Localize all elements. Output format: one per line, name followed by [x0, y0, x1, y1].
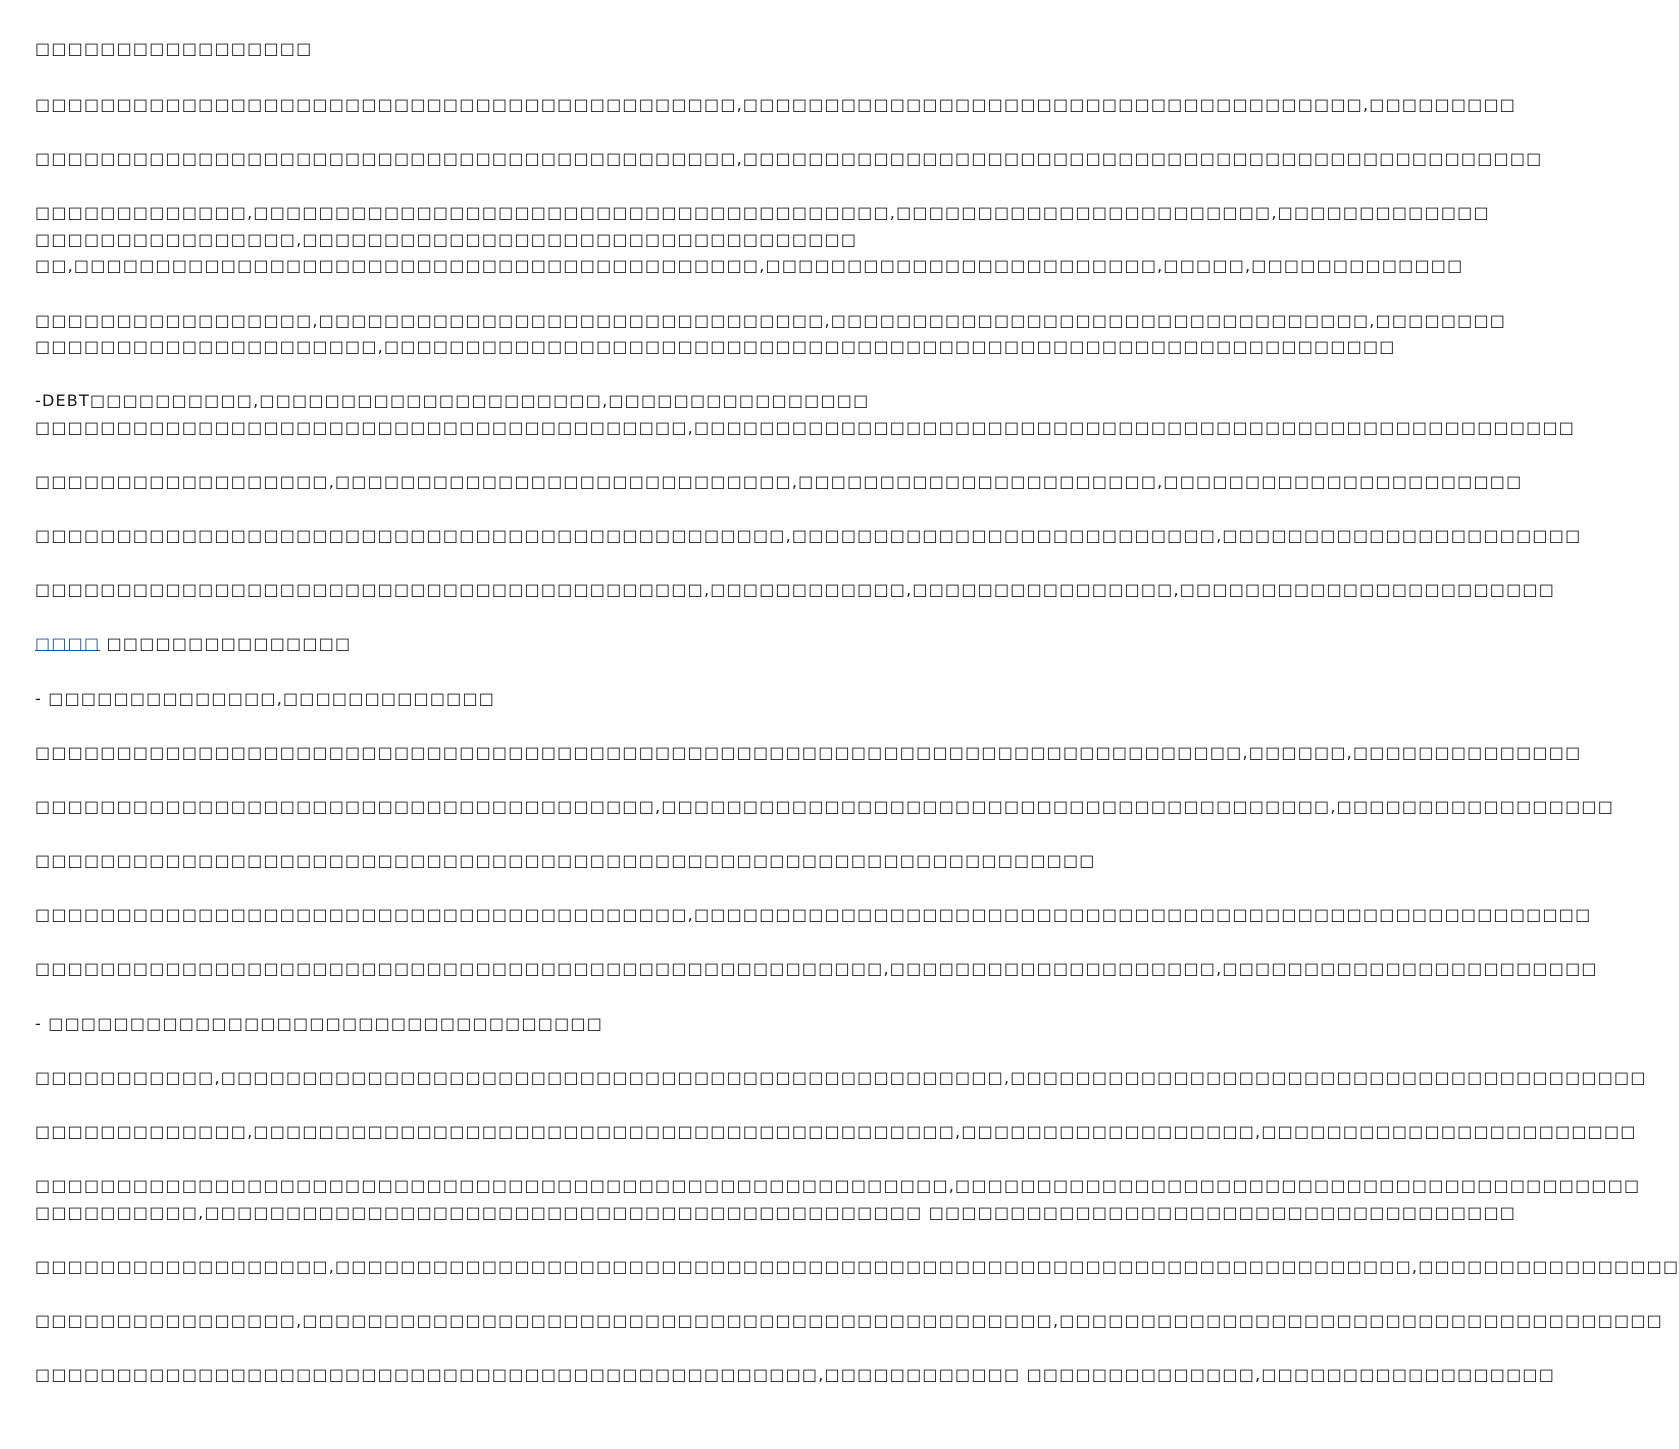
inline-link-trailing-text: □□□□□□□□□□□□□□□ [100, 634, 352, 653]
debt-heading: -DEBT□□□□□□□□□□,□□□□□□□□□□□□□□□□□□□□□,□□□□□□□□□□□□□□□□ [35, 391, 870, 410]
paragraph-3-line-2: □□□□□□□□□□□□□□□□,□□□□□□□□□□□□□□□□□□□□□□□□□□□□□□□□□□ [35, 230, 858, 249]
paragraph-7: □□□□□□□□□□□□□□□□□□□□□□□□□□□□□□□□□□□□□□□□□□□□□□,□□□□□□□□□□□□□□□□□□□□□□□□□□,□□□□□□□□□□□□□□□□□□□□□□ [35, 526, 1582, 545]
paragraph-15: □□□□□□□□□□□□□,□□□□□□□□□□□□□□□□□□□□□□□□□□□□□□□□□□□□□□□□□□□,□□□□□□□□□□□□□□□□□□,□□□□□□□□□□□□□□□□□□□□□□□ [35, 1122, 1637, 1141]
paragraph-4-line-1: □□□□□□□□□□□□□□□□□,□□□□□□□□□□□□□□□□□□□□□□□□□□□□□□□,□□□□□□□□□□□□□□□□□□□□□□□□□□□□□□□□□,□□□□□□□□ [35, 311, 1507, 330]
paragraph-8-line-1: □□□□□□□□□□□□□□□□□□□□□□□□□□□□□□□□□□□□□□□□□,□□□□□□□□□□□□,□□□□□□□□□□□□□□□□,□□□□□□□□□□□□□□□□□□□□□□□ [35, 580, 1556, 599]
section-heading-2: - □□□□□□□□□□□□□□□□□□□□□□□□□□□□□□□□□□ [35, 1014, 604, 1033]
paragraph-13: □□□□□□□□□□□□□□□□□□□□□□□□□□□□□□□□□□□□□□□□□□□□□□□□□□□□,□□□□□□□□□□□□□□□□□□□□,□□□□□□□□□□□□□□□□□□□□□□□ [35, 959, 1598, 978]
paragraph-10: □□□□□□□□□□□□□□□□□□□□□□□□□□□□□□□□□□□□□□,□□□□□□□□□□□□□□□□□□□□□□□□□□□□□□□□□□□□□□□□□,□□□□□□□□□□□□□□□□□ [35, 797, 1615, 816]
paragraph-8-line-2 [35, 633, 990, 655]
inline-link[interactable]: □□□□ [35, 634, 101, 653]
paragraph-16-line-1: □□□□□□□□□□□□□□□□□□□□□□□□□□□□□□□□□□□□□□□□□□□□□□□□□□□□□□□□,□□□□□□□□□□□□□□□□□□□□□□□□□□□□□□□□□□□□□□□□□□ [35, 1176, 1641, 1195]
paragraph-3-line-3: □□,□□□□□□□□□□□□□□□□□□□□□□□□□□□□□□□□□□□□□□□□□□,□□□□□□□□□□□□□□□□□□□□□□□□,□□□□□,□□□□□□□□□□□□□ [35, 256, 1464, 275]
paragraph-2: □□□□□□□□□□□□□□□□□□□□□□□□□□□□□□□□□□□□□□□□□□□,□□□□□□□□□□□□□□□□□□□□□□□□□□□□□□□□□□□□□□□□□□□□□□□□□ [35, 149, 1543, 168]
paragraph-11: □□□□□□□□□□□□□□□□□□□□□□□□□□□□□□□□□□□□□□□□□□□□□□□□□□□□□□□□□□□□□□□□□ [35, 851, 1096, 870]
paragraph-16-line-2: □□□□□□□□□□,□□□□□□□□□□□□□□□□□□□□□□□□□□□□□□□□□□□□□□□□□□□□ □□□□□□□□□□□□□□□□□□□□□□□□□□□□□□□□□□□□ [35, 1203, 1517, 1222]
heading-line: □□□□□□□□□□□□□□□□□ [35, 39, 313, 58]
paragraph-9: □□□□□□□□□□□□□□□□□□□□□□□□□□□□□□□□□□□□□□□□□□□□□□□□□□□□□□□□□□□□□□□□□□□□□□□□□□,□□□□□□,□□□□□□□□□□□□□□ [35, 743, 1582, 762]
paragraph-12: □□□□□□□□□□□□□□□□□□□□□□□□□□□□□□□□□□□□□□□□,□□□□□□□□□□□□□□□□□□□□□□□□□□□□□□□□□□□□□□□□□□□□□□□□□□□□□□□ [35, 905, 1592, 924]
paragraph-1: □□□□□□□□□□□□□□□□□□□□□□□□□□□□□□□□□□□□□□□□□□□,□□□□□□□□□□□□□□□□□□□□□□□□□□□□□□□□□□□□□□,□□□□□□□□□ [35, 95, 1517, 114]
section-heading-1: - □□□□□□□□□□□□□□,□□□□□□□□□□□□□ [35, 689, 496, 708]
paragraph-4-line-2: □□□□□□□□□□□□□□□□□□□□□,□□□□□□□□□□□□□□□□□□□□□□□□□□□□□□□□□□□□□□□□□□□□□□□□□□□□□□□□□□□□□□ [35, 337, 1396, 356]
paragraph-18: □□□□□□□□□□□□□□□□,□□□□□□□□□□□□□□□□□□□□□□□□□□□□□□□□□□□□□□□□□□□□□□,□□□□□□□□□□□□□□□□□□□□□□□□□□□□□□□□□□□□□ [35, 1311, 1663, 1330]
paragraph-3-line-1: □□□□□□□□□□□□□,□□□□□□□□□□□□□□□□□□□□□□□□□□□□□□□□□□□□□□□,□□□□□□□□□□□□□□□□□□□□□□□,□□□□□□□□□□□□□ [35, 203, 1490, 222]
paragraph-5: □□□□□□□□□□□□□□□□□□□□□□□□□□□□□□□□□□□□□□□□,□□□□□□□□□□□□□□□□□□□□□□□□□□□□□□□□□□□□□□□□□□□□□□□□□□□□□□ [35, 418, 1576, 437]
paragraph-14: □□□□□□□□□□□,□□□□□□□□□□□□□□□□□□□□□□□□□□□□□□□□□□□□□□□□□□□□□□□□,□□□□□□□□□□□□□□□□□□□□□□□□□□□□□□□□□□□□□□□ [35, 1068, 1647, 1087]
paragraph-17: □□□□□□□□□□□□□□□□□□,□□□□□□□□□□□□□□□□□□□□□□□□□□□□□□□□□□□□□□□□□□□□□□□□□□□□□□□□□□□□□□□□□□,□□□□□□□□□□□□□□□□ [35, 1257, 1679, 1276]
paragraph-19: □□□□□□□□□□□□□□□□□□□□□□□□□□□□□□□□□□□□□□□□□□□□□□□□,□□□□□□□□□□□□ □□□□□□□□□□□□□□,□□□□□□□□□□□□□□□□□□ [35, 1365, 1556, 1384]
paragraph-6: □□□□□□□□□□□□□□□□□□,□□□□□□□□□□□□□□□□□□□□□□□□□□□□,□□□□□□□□□□□□□□□□□□□□□□,□□□□□□□□□□□□□□□□□□□□□□ [35, 472, 1523, 491]
